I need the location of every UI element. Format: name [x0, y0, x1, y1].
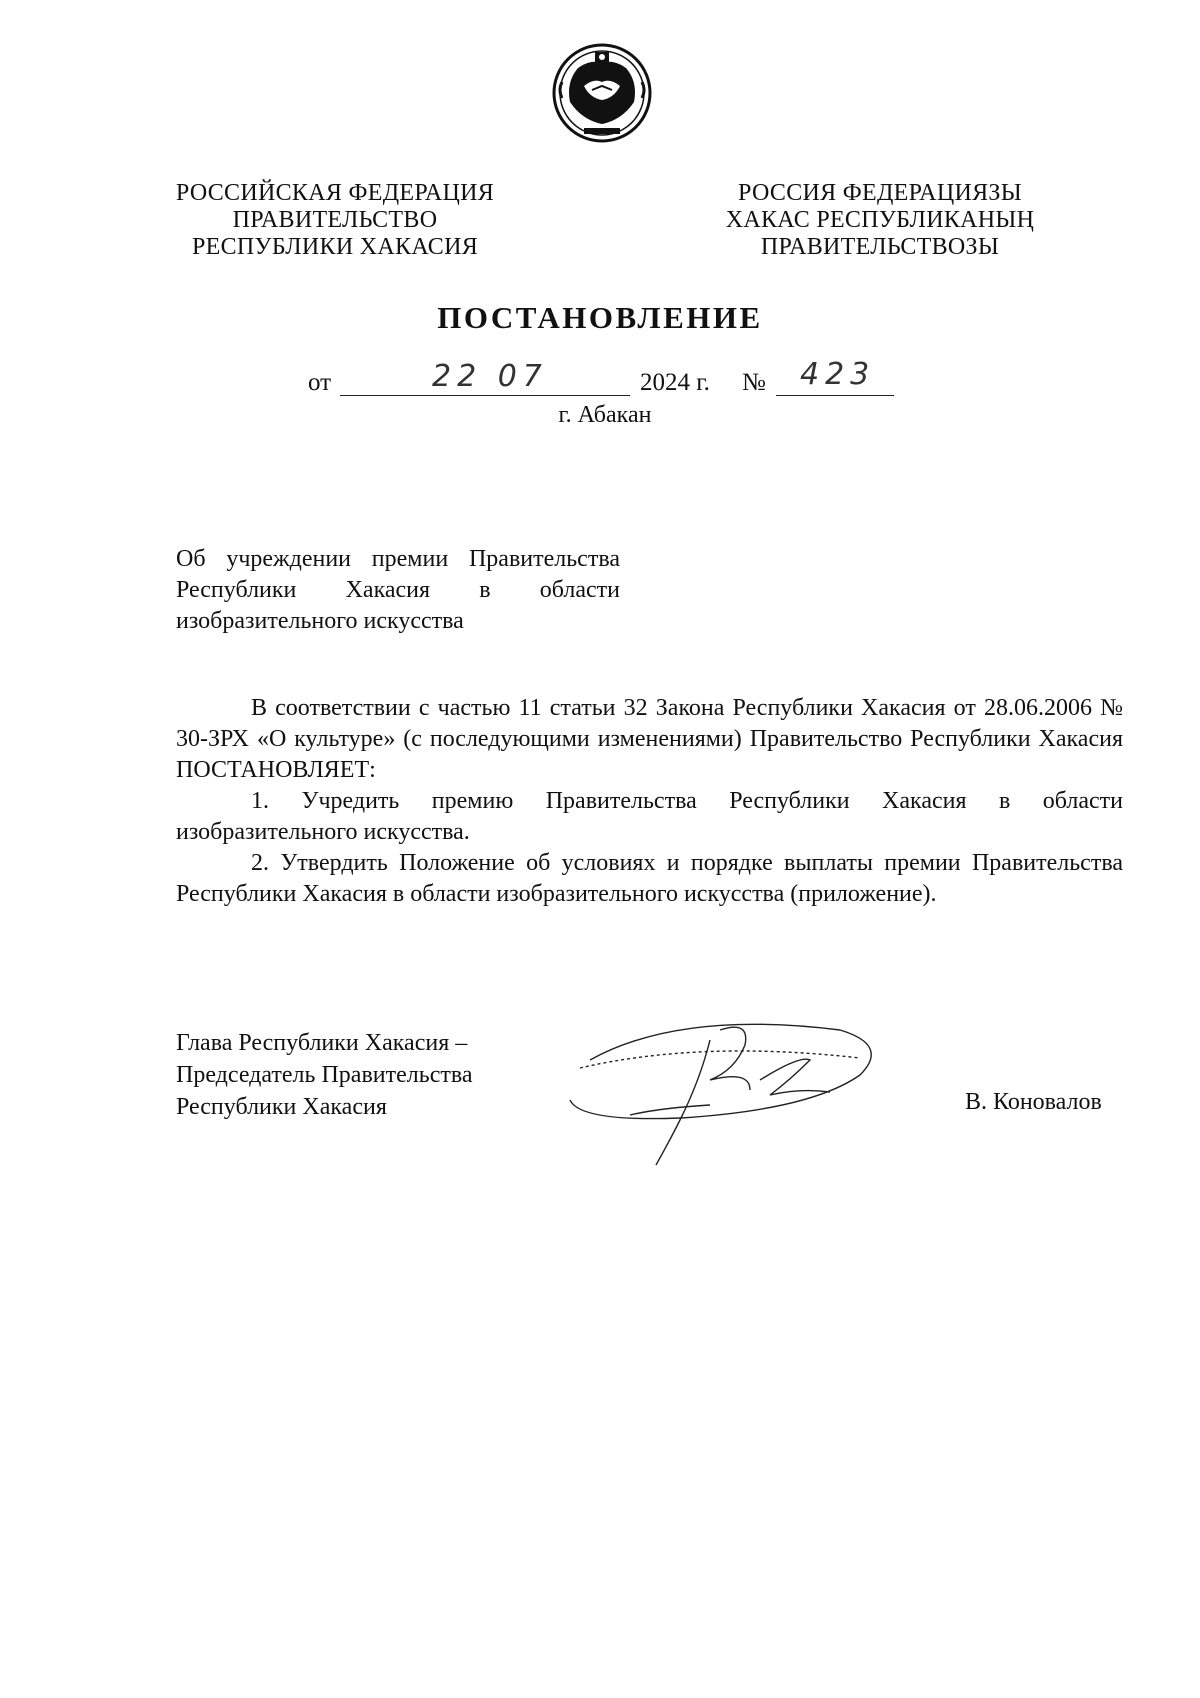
header-left: [150, 180, 520, 261]
header-right-line-1: РОССИЯ ФЕДЕРАЦИЯЗЫ: [738, 180, 1022, 206]
header-right: [690, 180, 1070, 261]
preamble-paragraph: В соответствии с частью 11 статьи 32 Закона Республики Хакасия от 28.06.2006 № 30-ЗРХ «О культуре» (с последующими изменениями) Правительство Республики Хакасия ПОСТАНОВЛЯЕТ:: [176, 695, 1123, 783]
header-left-line-3: РЕСПУБЛИКИ ХАКАСИЯ: [191, 234, 479, 260]
header-right-line-3: ПРАВИТЕЛЬСТВОЗЫ: [760, 234, 1000, 260]
subject-line-3: изобразительного искусства: [176, 608, 464, 634]
number-label: №: [742, 369, 766, 396]
header-left-line-1: РОССИЙСКАЯ ФЕДЕРАЦИЯ: [175, 180, 495, 206]
subject-line-2: Республики Хакасия в области: [176, 577, 620, 603]
signature-icon: [560, 1000, 900, 1180]
document-title: ПОСТАНОВЛЕНИЕ: [437, 300, 763, 335]
signatory-position-line-3: Республики Хакасия: [176, 1094, 387, 1120]
from-label: от: [308, 369, 332, 396]
item-1-paragraph: 1. Учредить премию Правительства Республики Хакасия в области изобразительного искусства.: [176, 788, 1123, 845]
signatory-position-line-1: Глава Республики Хакасия –: [176, 1030, 468, 1056]
number-handwritten: 423: [800, 357, 876, 392]
header-left-line-2: ПРАВИТЕЛЬСТВО: [232, 207, 438, 233]
subject-line-1: Об учреждении премии Правительства: [176, 546, 620, 572]
date-line: [0, 357, 1200, 405]
item-2-paragraph: 2. Утвердить Положение об условиях и порядке выплаты премии Правительства Республики Хакасия в области изобразительного искусства (приложение).: [176, 850, 1123, 907]
signatory-name: В. Коновалов: [965, 1089, 1102, 1115]
coat-of-arms-icon: [548, 42, 656, 144]
year-text: 2024 г.: [640, 369, 710, 396]
header-right-line-2: ХАКАС РЕСПУБЛИКАНЫҢ: [725, 207, 1035, 233]
signatory-position: [176, 1027, 536, 1123]
date-handwritten: 22 07: [432, 359, 548, 394]
city: г. Абакан: [558, 402, 652, 428]
subject-block: [176, 544, 620, 637]
signatory-position-line-2: Председатель Правительства: [176, 1062, 473, 1088]
body-text: [176, 693, 1123, 910]
